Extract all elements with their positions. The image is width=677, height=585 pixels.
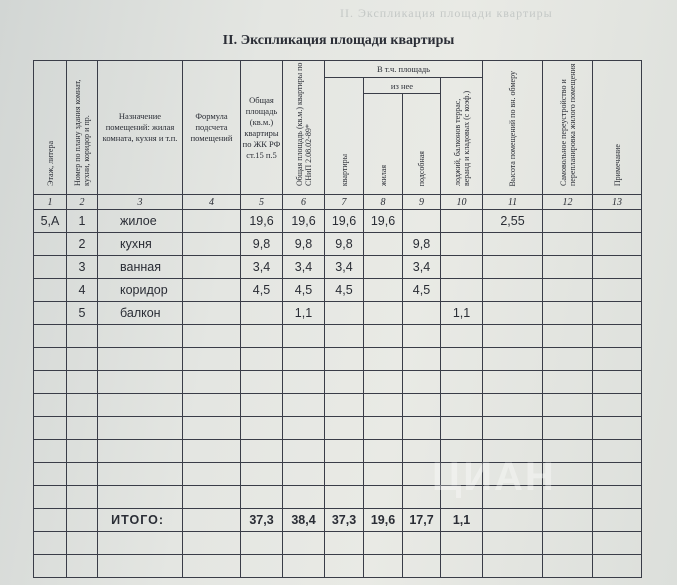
empty-cell	[34, 463, 67, 486]
page-title: II. Экспликация площади квартиры	[222, 33, 455, 48]
empty-cell	[183, 348, 241, 371]
empty-cell	[34, 417, 67, 440]
empty-cell	[241, 394, 283, 417]
empty-cell	[325, 348, 364, 371]
empty-cell	[241, 440, 283, 463]
cell-unauth	[543, 256, 593, 279]
empty-cell	[593, 486, 642, 509]
empty-cell	[441, 463, 483, 486]
empty-cell	[67, 348, 98, 371]
empty-cell	[593, 532, 642, 555]
empty-cell	[98, 325, 183, 348]
empty-cell	[183, 325, 241, 348]
column-number-row	[34, 195, 642, 210]
empty-cell	[543, 532, 593, 555]
cell-formula	[183, 256, 241, 279]
empty-cell	[364, 325, 403, 348]
cell-no: 1	[67, 210, 98, 233]
cell-formula	[183, 233, 241, 256]
empty-cell	[325, 555, 364, 578]
empty-cell	[483, 463, 543, 486]
total-loggia: 1,1	[441, 509, 483, 532]
explication-table	[33, 60, 642, 578]
empty-cell	[441, 394, 483, 417]
cell-note	[593, 279, 642, 302]
header-incl-area: В т.ч. площадь	[325, 61, 483, 78]
empty-cell	[67, 555, 98, 578]
empty-cell	[593, 417, 642, 440]
cell-formula	[183, 279, 241, 302]
cell-apt: 19,6	[325, 210, 364, 233]
total-living: 19,6	[364, 509, 403, 532]
cell-height	[483, 302, 543, 325]
cell-height: 2,55	[483, 210, 543, 233]
empty-cell	[441, 371, 483, 394]
empty-row	[34, 440, 642, 463]
empty-cell	[403, 486, 441, 509]
empty-cell	[403, 440, 441, 463]
empty-cell	[593, 509, 642, 532]
empty-cell	[403, 532, 441, 555]
empty-cell	[543, 417, 593, 440]
empty-cell	[325, 440, 364, 463]
cell-name: коридор	[98, 279, 183, 302]
empty-cell	[483, 555, 543, 578]
empty-cell	[543, 371, 593, 394]
empty-cell	[441, 325, 483, 348]
empty-cell	[98, 532, 183, 555]
empty-cell	[543, 440, 593, 463]
empty-cell	[364, 486, 403, 509]
column-number: 5	[241, 195, 283, 210]
cell-apt: 9,8	[325, 233, 364, 256]
empty-row	[34, 371, 642, 394]
empty-cell	[34, 555, 67, 578]
empty-cell	[441, 555, 483, 578]
cell-aux: 4,5	[403, 279, 441, 302]
empty-cell	[67, 325, 98, 348]
cell-loggia	[441, 256, 483, 279]
header-unauthorized: Самовольное переустройство и перепланировка жилого помещения	[543, 61, 593, 195]
empty-cell	[183, 509, 241, 532]
empty-cell	[183, 371, 241, 394]
empty-cell	[34, 532, 67, 555]
empty-cell	[364, 440, 403, 463]
empty-cell	[403, 371, 441, 394]
column-number: 1	[34, 195, 67, 210]
empty-cell	[183, 394, 241, 417]
cell-loggia	[441, 210, 483, 233]
header-auxiliary: подсобная	[403, 94, 441, 195]
cell-floor: 5,А	[34, 210, 67, 233]
empty-row	[34, 486, 642, 509]
empty-cell	[283, 348, 325, 371]
empty-cell	[403, 394, 441, 417]
empty-cell	[283, 463, 325, 486]
header-living: жилая	[364, 94, 403, 195]
empty-cell	[593, 394, 642, 417]
cell-apt: 4,5	[325, 279, 364, 302]
empty-cell	[593, 440, 642, 463]
cell-no: 4	[67, 279, 98, 302]
cell-total: 19,6	[241, 210, 283, 233]
table-body	[34, 210, 642, 578]
cell-apt: 3,4	[325, 256, 364, 279]
cell-snip: 19,6	[283, 210, 325, 233]
empty-row	[34, 555, 642, 578]
cell-total	[241, 302, 283, 325]
empty-cell	[183, 417, 241, 440]
column-number: 12	[543, 195, 593, 210]
empty-cell	[241, 532, 283, 555]
column-number: 2	[67, 195, 98, 210]
empty-cell	[34, 394, 67, 417]
cell-name: балкон	[98, 302, 183, 325]
empty-cell	[593, 371, 642, 394]
empty-cell	[241, 486, 283, 509]
cell-name: кухня	[98, 233, 183, 256]
empty-cell	[34, 486, 67, 509]
empty-cell	[241, 325, 283, 348]
empty-cell	[403, 463, 441, 486]
empty-cell	[483, 417, 543, 440]
cell-floor	[34, 256, 67, 279]
empty-cell	[34, 325, 67, 348]
column-number: 8	[364, 195, 403, 210]
column-number: 13	[593, 195, 642, 210]
cell-aux	[403, 302, 441, 325]
table-row	[34, 302, 642, 325]
empty-cell	[34, 348, 67, 371]
empty-cell	[283, 325, 325, 348]
empty-cell	[183, 440, 241, 463]
cell-no: 2	[67, 233, 98, 256]
header-purpose: Назначение помещений: жилая комната, кухня и т.п.	[98, 61, 183, 195]
empty-cell	[483, 532, 543, 555]
cell-name: жилое	[98, 210, 183, 233]
empty-cell	[325, 417, 364, 440]
empty-cell	[543, 325, 593, 348]
empty-cell	[183, 532, 241, 555]
empty-cell	[283, 371, 325, 394]
empty-cell	[241, 555, 283, 578]
empty-cell	[483, 509, 543, 532]
empty-cell	[67, 371, 98, 394]
empty-cell	[364, 555, 403, 578]
cell-living	[364, 302, 403, 325]
cell-unauth	[543, 210, 593, 233]
empty-cell	[364, 394, 403, 417]
empty-row	[34, 417, 642, 440]
empty-cell	[483, 440, 543, 463]
cell-snip: 4,5	[283, 279, 325, 302]
header-formula: Формула подсчета помещений	[183, 61, 241, 195]
total-total: 37,3	[241, 509, 283, 532]
header-apartment: квартиры	[325, 78, 364, 195]
empty-cell	[98, 463, 183, 486]
header-of-which: из нее	[364, 78, 441, 94]
watermark-logo: ЦИАН	[432, 455, 556, 499]
cell-height	[483, 233, 543, 256]
empty-cell	[441, 486, 483, 509]
cell-name: ванная	[98, 256, 183, 279]
cell-living	[364, 233, 403, 256]
empty-cell	[441, 532, 483, 555]
cell-height	[483, 279, 543, 302]
empty-cell	[241, 417, 283, 440]
empty-cell	[34, 509, 67, 532]
cell-snip: 1,1	[283, 302, 325, 325]
totals-label: ИТОГО:	[98, 509, 183, 532]
bleed-through-text: II. Экспликация площади квартиры	[340, 6, 553, 20]
empty-cell	[183, 486, 241, 509]
empty-row	[34, 532, 642, 555]
empty-row	[34, 463, 642, 486]
empty-cell	[543, 509, 593, 532]
table-row	[34, 279, 642, 302]
empty-cell	[483, 348, 543, 371]
column-number: 6	[283, 195, 325, 210]
cell-formula	[183, 302, 241, 325]
empty-cell	[403, 348, 441, 371]
empty-cell	[183, 463, 241, 486]
column-number: 7	[325, 195, 364, 210]
header-height: Высота помещений по вн. обмеру	[483, 61, 543, 195]
empty-cell	[241, 463, 283, 486]
cell-loggia	[441, 279, 483, 302]
cell-living: 19,6	[364, 210, 403, 233]
empty-row	[34, 394, 642, 417]
table-row	[34, 210, 642, 233]
empty-cell	[67, 509, 98, 532]
total-apt: 37,3	[325, 509, 364, 532]
empty-cell	[98, 486, 183, 509]
cell-loggia: 1,1	[441, 302, 483, 325]
empty-cell	[441, 348, 483, 371]
empty-cell	[67, 394, 98, 417]
empty-cell	[403, 417, 441, 440]
column-number: 9	[403, 195, 441, 210]
empty-cell	[67, 440, 98, 463]
empty-cell	[593, 348, 642, 371]
empty-cell	[283, 394, 325, 417]
empty-cell	[543, 463, 593, 486]
empty-cell	[483, 486, 543, 509]
empty-cell	[283, 532, 325, 555]
table-row	[34, 233, 642, 256]
empty-cell	[183, 555, 241, 578]
empty-cell	[241, 348, 283, 371]
header-total-area: Общая площадь (кв.м.) квартиры по ЖК РФ ст.15 п.5	[241, 61, 283, 195]
empty-cell	[364, 348, 403, 371]
total-aux: 17,7	[403, 509, 441, 532]
empty-cell	[403, 325, 441, 348]
empty-cell	[483, 371, 543, 394]
empty-cell	[98, 394, 183, 417]
empty-cell	[34, 440, 67, 463]
cell-floor	[34, 233, 67, 256]
cell-aux	[403, 210, 441, 233]
cell-snip: 9,8	[283, 233, 325, 256]
empty-cell	[483, 394, 543, 417]
total-snip: 38,4	[283, 509, 325, 532]
cell-note	[593, 210, 642, 233]
empty-cell	[325, 394, 364, 417]
empty-cell	[593, 325, 642, 348]
cell-unauth	[543, 279, 593, 302]
empty-cell	[98, 371, 183, 394]
empty-cell	[441, 417, 483, 440]
empty-row	[34, 348, 642, 371]
cell-loggia	[441, 233, 483, 256]
empty-row	[34, 325, 642, 348]
column-number: 10	[441, 195, 483, 210]
cell-snip: 3,4	[283, 256, 325, 279]
column-number: 11	[483, 195, 543, 210]
cell-no: 5	[67, 302, 98, 325]
header-room-no: Номер по плану здания комнат, кухни, коридор и пр.	[67, 61, 98, 195]
empty-cell	[98, 440, 183, 463]
empty-cell	[403, 555, 441, 578]
empty-cell	[543, 394, 593, 417]
empty-cell	[593, 555, 642, 578]
cell-living	[364, 279, 403, 302]
cell-floor	[34, 279, 67, 302]
empty-cell	[67, 532, 98, 555]
empty-cell	[283, 555, 325, 578]
empty-cell	[543, 486, 593, 509]
cell-note	[593, 233, 642, 256]
empty-cell	[283, 486, 325, 509]
empty-cell	[67, 486, 98, 509]
cell-note	[593, 302, 642, 325]
empty-cell	[241, 371, 283, 394]
cell-aux: 9,8	[403, 233, 441, 256]
column-number: 3	[98, 195, 183, 210]
column-number: 4	[183, 195, 241, 210]
empty-cell	[283, 417, 325, 440]
empty-cell	[441, 440, 483, 463]
empty-cell	[325, 486, 364, 509]
totals-row	[34, 509, 642, 532]
cell-living	[364, 256, 403, 279]
empty-cell	[283, 440, 325, 463]
header-total-area-snip: Общая площадь (кв.м.) квартиры по СНиП 2.08.02-89*	[283, 61, 325, 195]
table-row	[34, 256, 642, 279]
empty-cell	[325, 371, 364, 394]
empty-cell	[98, 417, 183, 440]
cell-total: 4,5	[241, 279, 283, 302]
empty-cell	[325, 532, 364, 555]
empty-cell	[593, 463, 642, 486]
cell-no: 3	[67, 256, 98, 279]
empty-cell	[364, 463, 403, 486]
cell-floor	[34, 302, 67, 325]
empty-cell	[325, 463, 364, 486]
header-floor: Этаж, литера	[34, 61, 67, 195]
empty-cell	[67, 417, 98, 440]
cell-unauth	[543, 233, 593, 256]
cell-height	[483, 256, 543, 279]
empty-cell	[483, 325, 543, 348]
header-loggias: лоджий, балконов террас, веранд и кладовых (с коэф.)	[441, 78, 483, 195]
cell-formula	[183, 210, 241, 233]
empty-cell	[364, 532, 403, 555]
empty-cell	[67, 463, 98, 486]
empty-cell	[98, 348, 183, 371]
empty-cell	[98, 555, 183, 578]
empty-cell	[34, 371, 67, 394]
cell-total: 9,8	[241, 233, 283, 256]
empty-cell	[543, 555, 593, 578]
cell-unauth	[543, 302, 593, 325]
empty-cell	[325, 325, 364, 348]
cell-apt	[325, 302, 364, 325]
empty-cell	[543, 348, 593, 371]
empty-cell	[364, 371, 403, 394]
header-note: Примечание	[593, 61, 642, 195]
cell-note	[593, 256, 642, 279]
empty-cell	[364, 417, 403, 440]
cell-aux: 3,4	[403, 256, 441, 279]
cell-total: 3,4	[241, 256, 283, 279]
